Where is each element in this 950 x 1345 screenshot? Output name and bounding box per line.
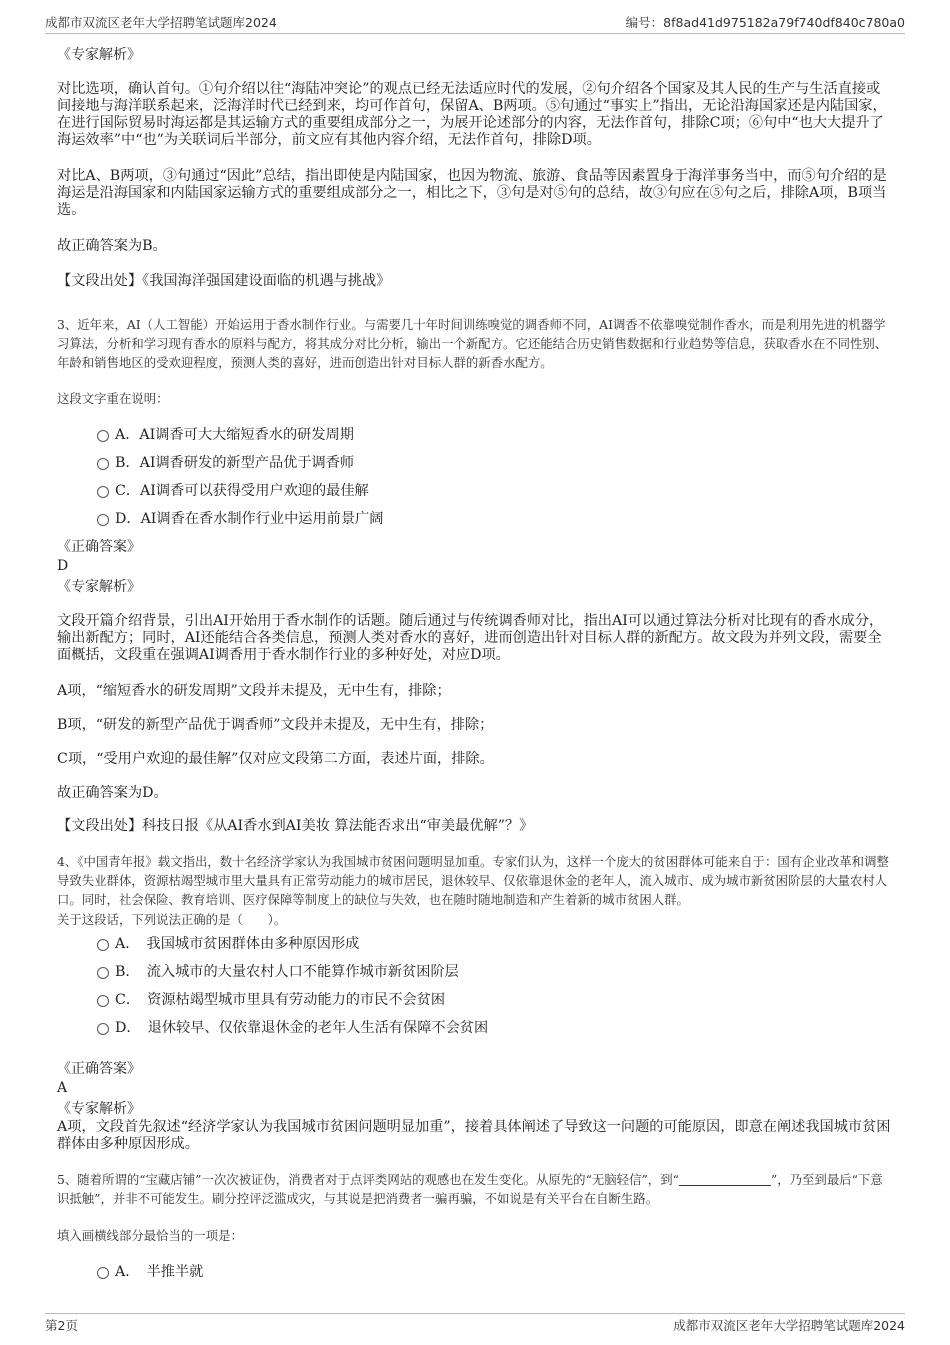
footer-title: 成都市双流区老年大学招聘笔试题库2024	[673, 1318, 905, 1333]
q3-answer: D	[57, 558, 69, 574]
q3-stem: 3、近年来，AI（人工智能）开始运用于香水制作行业。与需要几十年时间训练嗅觉的调香师不同，AI调香不依靠嗅觉制作香水，而是利用先进的机器学习算法，分析和学习现有香水的原料与配方，将其成分对比分析，输出一个新配方。它还能结合历史销售数据和行业趋势等信息，获取香水在不同性别、年龄和销售地区的受欢迎程度，预测人类的喜好，进而创造出针对目标人群的新香水配方。	[57, 317, 888, 370]
q3-conclusion: 故正确答案为D。	[57, 785, 168, 801]
q4-stem: 4、《中国青年报》载文指出，数十名经济学家认为我国城市贫困问题明显加重。专家们认为，这样一个庞大的贫困群体可能来自于：国有企业改革和调整导致失业群体，资源枯竭型城市里大量具有正常劳动能力的城市居民，退休较早、仅依靠退休金的老年人，流入城市、成为城市新贫困阶层的大量农村人口。同时，社会保险、教育培训、医疗保障等制度上的缺位与失效，也在随时随地制造和产生着新的城市贫困人群。	[57, 854, 889, 907]
q4-option-d[interactable]: D． 退休较早、仅依靠退休金的老年人生活有保障不会贫困	[97, 1019, 488, 1037]
q2-expert-label: 《专家解析》	[57, 47, 141, 63]
header-doc-id: 编号：8f8ad41d975182a79f740df840c780a0	[625, 15, 905, 30]
radio-icon[interactable]	[97, 486, 109, 498]
q2-analysis-para1: 对比选项，确认首句。①句介绍以往“海陆冲突论”的观点已经无法适应时代的发展，②句介绍各个国家及其人民的生产与生活直接或间接地与海洋联系起来，泛海洋时代已经到来，均可作首句，保留A、B两项。⑤句通过“事实上”指出，无论沿海国家还是内陆国家，在进行国际贸易时海运都是其运输方式的重要组成部分之一，为展开论述部分的内容，无法作首句，排除C项；⑥句中“也大大提升了海运效率”中“也”为关联词后半部分，前文应有其他内容介绍，无法作首句，排除D项。	[57, 81, 887, 148]
radio-icon[interactable]	[97, 458, 109, 470]
q4-prompt: 关于这段话，下列说法正确的是（ ）。	[57, 912, 287, 927]
q3-analysis: 文段开篇介绍背景，引出AI开始用于香水制作的话题。随后通过与传统调香师对比，指出AI可以通过算法分析对比现有的香水成分，输出新配方；同时，AI还能结合各类信息，预测人类对香水的喜好，进而创造出针对目标人群的新配方。故文段为并列文段，需要全面概括，文段重在强调AI调香用于香水制作行业的多种好处，对应D项。	[57, 613, 884, 663]
radio-icon[interactable]	[97, 1267, 109, 1279]
q3-prompt: 这段文字重在说明：	[57, 391, 169, 406]
q2-conclusion: 故正确答案为B。	[57, 238, 167, 254]
q3-option-b-note: B项，“研发的新型产品优于调香师”文段并未提及，无中生有，排除；	[57, 717, 494, 733]
q4-analysis: A项，文段首先叙述“经济学家认为我国城市贫困问题明显加重”，接着具体阐述了导致这一问题的可能原因，即意在阐述我国城市贫困群体由多种原因形成。	[57, 1119, 891, 1152]
q5-option-a[interactable]: A． 半推半就	[97, 1263, 203, 1281]
q4-option-a[interactable]: A． 我国城市贫困群体由多种原因形成	[97, 935, 359, 953]
q2-source: 【文段出处】《我国海洋强国建设面临的机遇与挑战》	[57, 273, 391, 289]
q3-expert-label: 《专家解析》	[57, 579, 141, 595]
radio-icon[interactable]	[97, 1023, 109, 1035]
page-header	[45, 13, 905, 34]
q3-source: 【文段出处】科技日报《从AI香水到AI美妆 算法能否求出“审美最优解”？》	[57, 818, 534, 834]
page-footer	[45, 1313, 905, 1336]
radio-icon[interactable]	[97, 430, 109, 442]
q4-expert-label: 《专家解析》	[57, 1101, 141, 1117]
radio-icon[interactable]	[97, 995, 109, 1007]
fill-blank	[679, 1173, 771, 1186]
q4-answer: A	[57, 1080, 68, 1096]
radio-icon[interactable]	[97, 967, 109, 979]
q2-analysis-para2: 对比A、B两项，③句通过“因此”总结，指出即使是内陆国家，也因为物流、旅游、食品等因素置身于海洋事务当中，而⑤句介绍的是海运是沿海国家和内陆国家运输方式的重要组成部分之一，相比之下，③句是对⑤句的总结，故③句应在⑤句之后，排除A项，B项当选。	[57, 168, 887, 218]
q3-option-a[interactable]: A．AI调香可大大缩短香水的研发周期	[97, 426, 354, 444]
radio-icon[interactable]	[97, 514, 109, 526]
q4-answer-label: 《正确答案》	[57, 1061, 141, 1077]
q4-option-b[interactable]: B． 流入城市的大量农村人口不能算作城市新贫困阶层	[97, 963, 459, 981]
radio-icon[interactable]	[97, 939, 109, 951]
page-number: 第2页	[45, 1318, 78, 1333]
q3-option-c-note: C项，“受用户欢迎的最佳解”仅对应文段第二方面，表述片面，排除。	[57, 751, 494, 767]
header-title: 成都市双流区老年大学招聘笔试题库2024	[45, 15, 277, 30]
q3-option-b[interactable]: B．AI调香研发的新型产品优于调香师	[97, 454, 354, 472]
q3-option-d[interactable]: D．AI调香在香水制作行业中运用前景广阔	[97, 510, 383, 528]
q4-option-c[interactable]: C． 资源枯竭型城市里具有劳动能力的市民不会贫困	[97, 991, 445, 1009]
q5-prompt: 填入画横线部分最恰当的一项是：	[57, 1228, 243, 1243]
q5-stem: 5、随着所谓的“宝藏店铺”一次次被证伪，消费者对于点评类网站的观感也在发生变化。从原先的“无脑轻信”，到“ ”，乃至到最后“下意识抵触”，并非不可能发生。刷分控评泛滥成灾，与其说是把消费者一骗再骗，不如说是有关平台在自断生路。	[57, 1172, 883, 1206]
q3-answer-label: 《正确答案》	[57, 539, 141, 555]
q3-option-a-note: A项，“缩短香水的研发周期”文段并未提及，无中生有，排除；	[57, 683, 451, 699]
q3-option-c[interactable]: C．AI调香可以获得受用户欢迎的最佳解	[97, 482, 369, 500]
